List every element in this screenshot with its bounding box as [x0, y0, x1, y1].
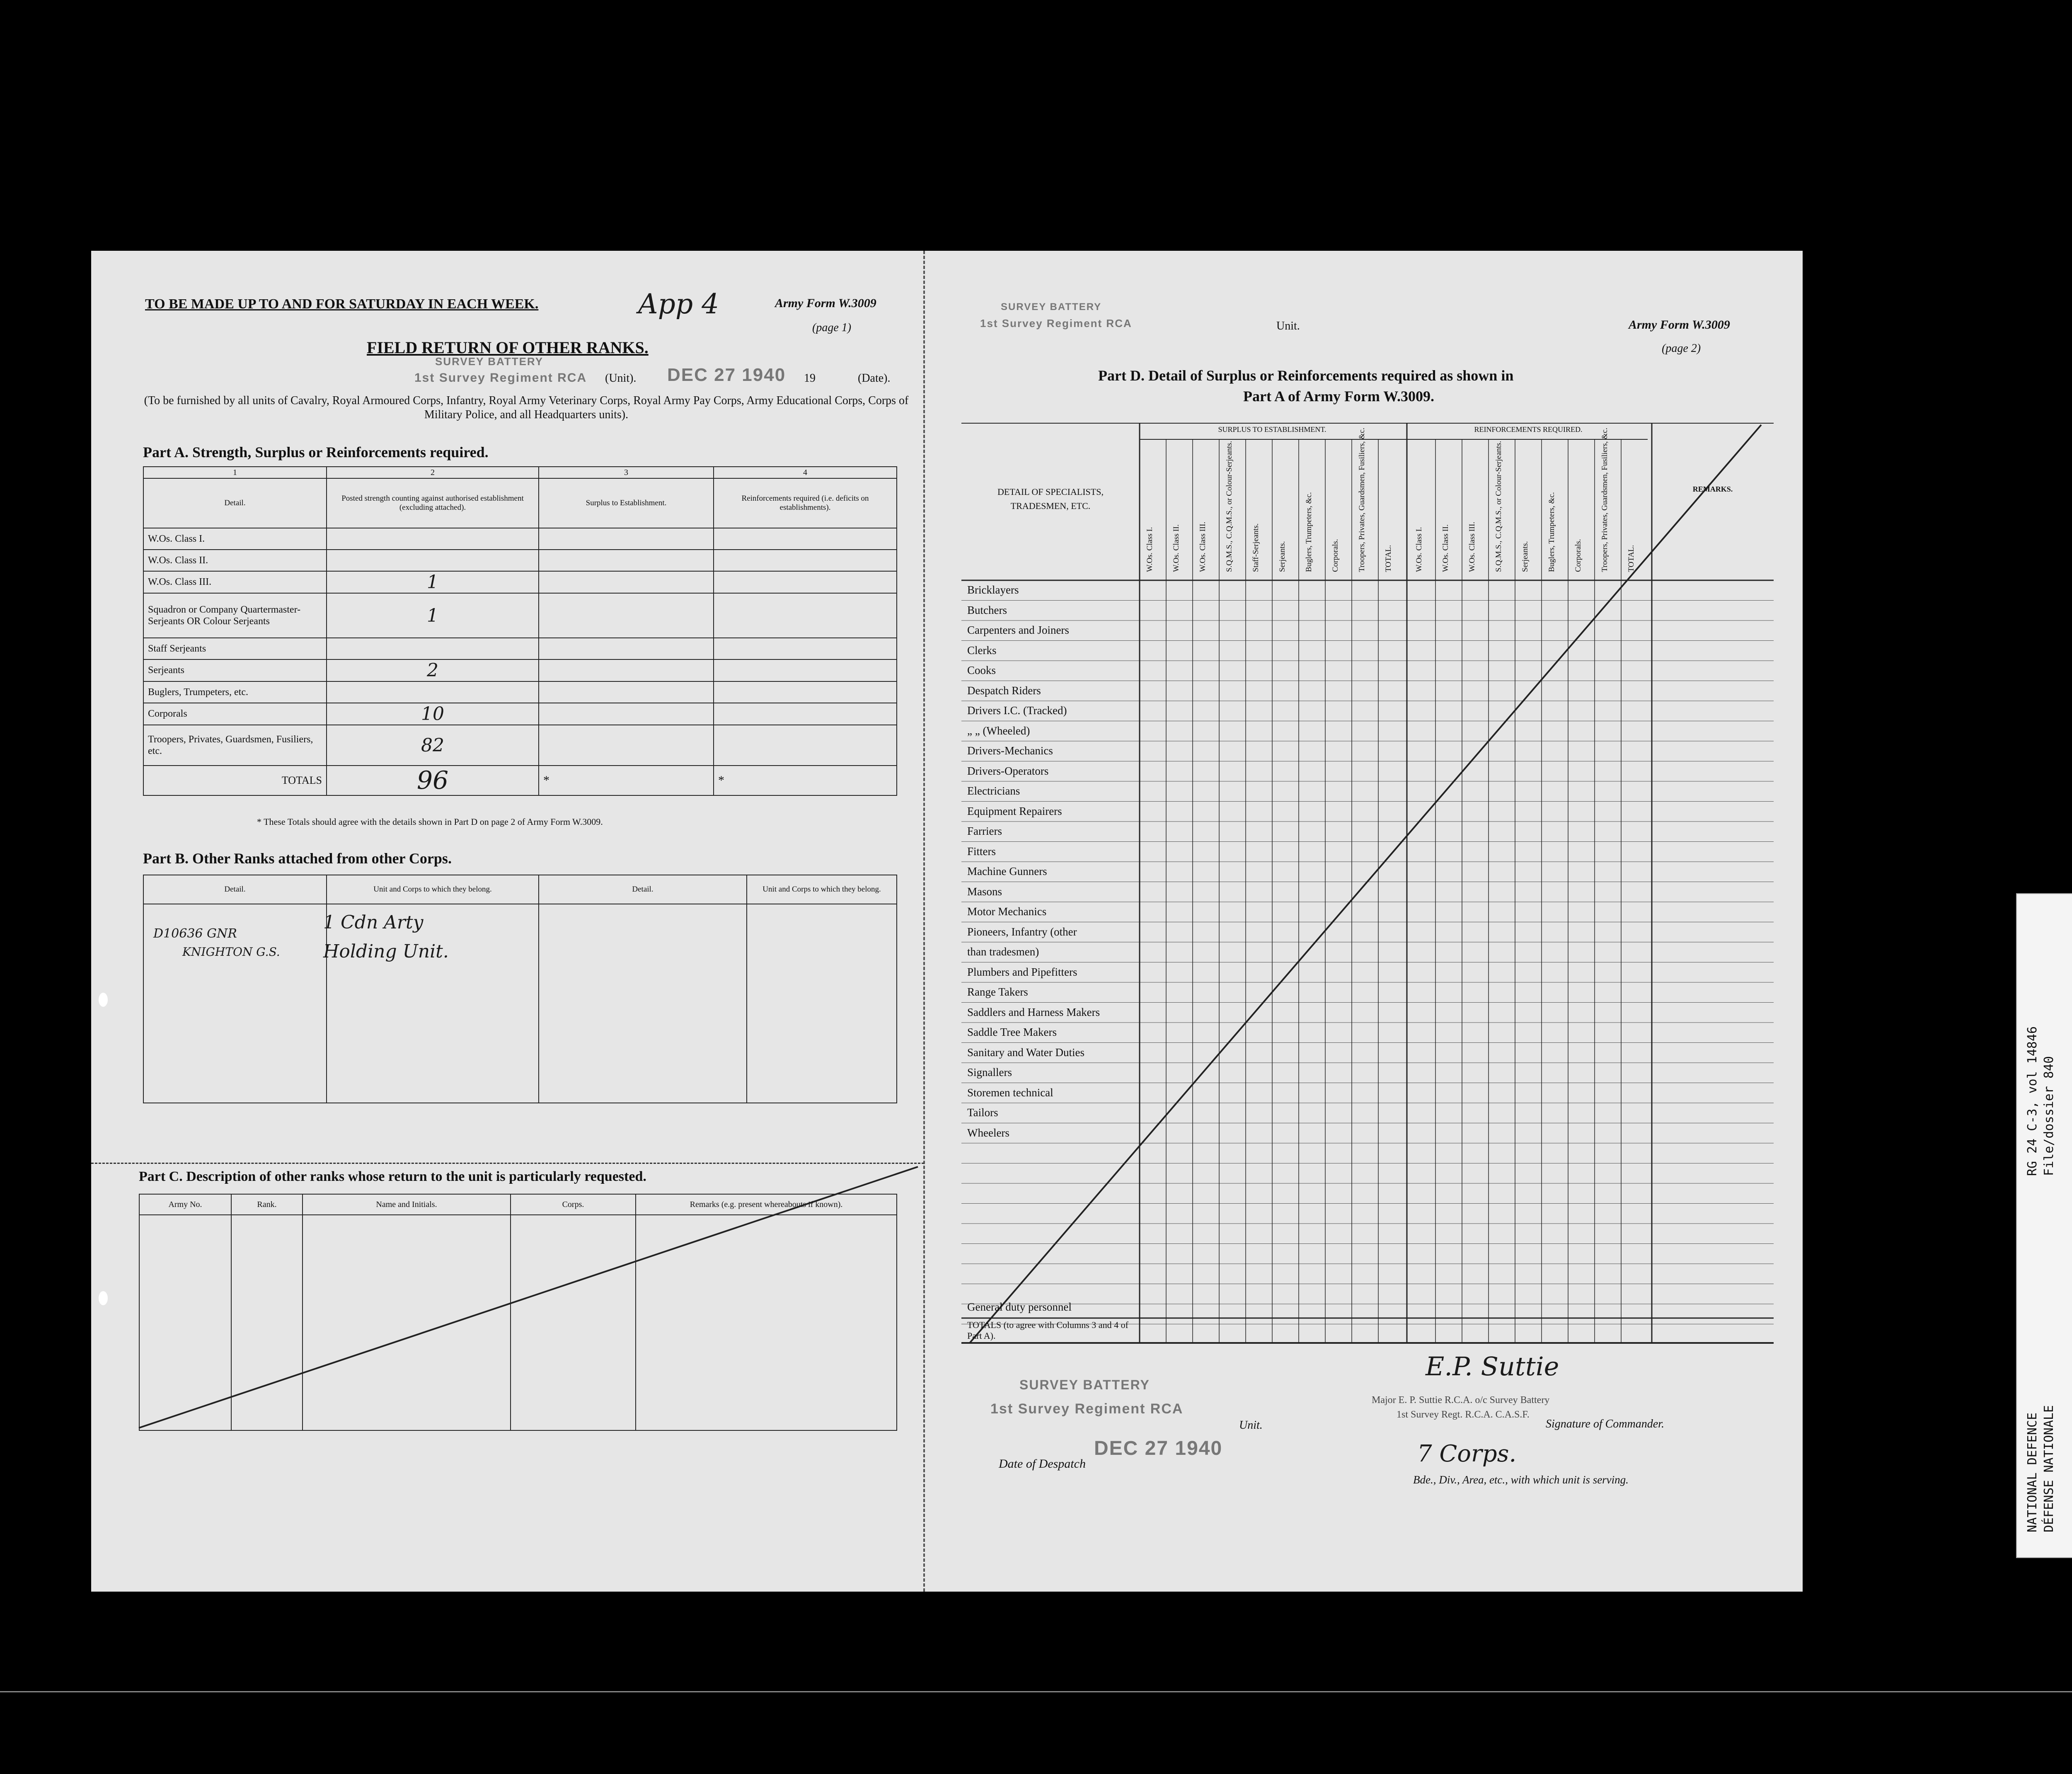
- page-1: [91, 251, 924, 1592]
- reference-line-1: RG 24 C-3, vol 14846: [2025, 1026, 2040, 1176]
- corps-handwritten: 7 Corps.: [1417, 1440, 1517, 1467]
- department-line-2: DÉFENSE NATIONALE: [2042, 1405, 2056, 1532]
- reinforcements-col-header: W.Os. Class II.: [1441, 524, 1450, 572]
- row-label: W.Os. Class II.: [143, 550, 327, 571]
- part-a-header-detail: Detail.: [143, 478, 327, 528]
- punch-hole: [99, 1291, 108, 1305]
- trade-row-label: Equipment Repairers: [967, 805, 1062, 817]
- form-number: Army Form W.3009: [775, 296, 876, 310]
- department-line-1: NATIONAL DEFENCE: [2025, 1413, 2040, 1532]
- despatch-date-stamp: DEC 27 1940: [1094, 1437, 1223, 1459]
- unit-stamp-top: SURVEY BATTERY: [435, 355, 544, 368]
- handwritten-appendix: App 4: [638, 288, 719, 320]
- trade-row-label: Fitters: [967, 845, 996, 858]
- part-a-header-reinforcements: Reinforcements required (i.e. deficits on establishments).: [714, 478, 897, 528]
- remarks-header: REMARKS.: [1692, 485, 1733, 493]
- p2-bottom-unit-stamp-top: SURVEY BATTERY: [1019, 1377, 1150, 1392]
- despatch-label: Date of Despatch: [999, 1457, 1086, 1471]
- surplus-col-header: Buglers, Trumpeters, &c.: [1305, 492, 1313, 572]
- signature-label: Signature of Commander.: [1546, 1418, 1664, 1430]
- reference-label: [2016, 893, 2072, 1558]
- surplus-col-header: TOTAL.: [1384, 545, 1393, 572]
- reinforcements-col-header: TOTAL.: [1627, 545, 1636, 572]
- row-value: 1: [327, 593, 539, 638]
- p2-bottom-unit-stamp: 1st Survey Regiment RCA: [990, 1401, 1184, 1417]
- general-duty-label: General duty personnel: [967, 1300, 1072, 1313]
- reinforcements-col-header: Buglers, Trumpeters, &c.: [1547, 492, 1556, 572]
- p2-page-number: (page 2): [1662, 342, 1701, 355]
- part-b-unit-line-2: Holding Unit.: [323, 941, 449, 962]
- surplus-col-header: W.Os. Class II.: [1172, 524, 1181, 572]
- part-b-header-detail: Detail.: [143, 875, 327, 904]
- form-title: FIELD RETURN OF OTHER RANKS.: [367, 338, 649, 357]
- trade-row-label: Cooks: [967, 664, 996, 676]
- part-c-header-rank: Rank.: [231, 1194, 303, 1215]
- trade-row-label: Drivers I.C. (Tracked): [967, 704, 1067, 717]
- trade-row-label: Sanitary and Water Duties: [967, 1046, 1084, 1059]
- surplus-col-header: Corporals.: [1331, 539, 1340, 572]
- part-c-header-name: Name and Initials.: [303, 1194, 511, 1215]
- part-d-title-2: Part A of Army Form W.3009.: [1243, 388, 1434, 405]
- trade-row-label: Bricklayers: [967, 584, 1019, 596]
- date-stamp: DEC 27 1940: [667, 365, 786, 385]
- unit-stamp: 1st Survey Regiment RCA: [414, 371, 587, 385]
- row-value: 10: [327, 703, 539, 725]
- trade-row-label: Machine Gunners: [967, 865, 1047, 877]
- part-c-header-army-no: Army No.: [139, 1194, 231, 1215]
- row-label: Corporals: [143, 703, 327, 725]
- p2-unit-label: Unit.: [1276, 320, 1300, 332]
- trade-row-label: Motor Mechanics: [967, 905, 1047, 918]
- reinforcements-header: REINFORCEMENTS REQUIRED.: [1474, 425, 1583, 434]
- surplus-col-header: W.Os. Class III.: [1198, 521, 1207, 572]
- unit-label: (Unit).: [605, 372, 637, 385]
- part-a-title: Part A. Strength, Surplus or Reinforcements required.: [143, 444, 489, 460]
- year-prefix: 19: [804, 372, 816, 385]
- part-a-colnum-4: 4: [714, 467, 897, 478]
- part-d-title-1: Part D. Detail of Surplus or Reinforcements required as shown in: [1098, 367, 1514, 384]
- reinforcements-col-header: Troopers, Privates, Guardsmen, Fusiliers, &c.: [1600, 427, 1609, 572]
- trade-row-label: „ „ (Wheeled): [967, 724, 1030, 737]
- surplus-header: SURPLUS TO ESTABLISHMENT.: [1218, 425, 1326, 434]
- trade-row-label: Carpenters and Joiners: [967, 624, 1069, 636]
- p2-bottom-unit-label: Unit.: [1239, 1419, 1263, 1432]
- reference-line-2: File/dossier 840: [2042, 1056, 2056, 1176]
- date-label: (Date).: [858, 372, 891, 385]
- surplus-col-header: S.Q.M.S., C.Q.M.S., or Colour-Serjeants.: [1225, 441, 1234, 572]
- totals-note: * These Totals should agree with the details shown in Part D on page 2 of Army Form W.3009.: [257, 817, 603, 827]
- trade-row-label: Signallers: [967, 1066, 1012, 1078]
- part-a-colnum-3: 3: [539, 467, 714, 478]
- reinforcements-col-header: W.Os. Class III.: [1468, 521, 1477, 572]
- bde-label: Bde., Div., Area, etc., with which unit is serving.: [1413, 1473, 1629, 1486]
- trade-row-label: than tradesmen): [967, 945, 1039, 958]
- trade-row-label: Farriers: [967, 825, 1002, 837]
- row-label: W.Os. Class I.: [143, 528, 327, 550]
- trade-row-label: Saddle Tree Makers: [967, 1026, 1057, 1038]
- p2-form-number: Army Form W.3009: [1629, 318, 1730, 332]
- p2-unit-stamp-top: SURVEY BATTERY: [1001, 301, 1102, 313]
- totals-value: 96: [327, 766, 539, 795]
- part-a-header-surplus: Surplus to Establishment.: [539, 478, 714, 528]
- trade-row-label: Pioneers, Infantry (other: [967, 925, 1077, 938]
- reinforcements-col-header: S.Q.M.S., C.Q.M.S., or Colour-Serjeants.: [1494, 441, 1503, 572]
- row-label: Serjeants: [143, 659, 327, 681]
- part-b-header-unit: Unit and Corps to which they belong.: [327, 875, 539, 904]
- surplus-col-header: Staff-Serjeants.: [1251, 523, 1260, 572]
- signature-typed-1: Major E. P. Suttie R.C.A. o/c Survey Battery: [1372, 1395, 1550, 1406]
- row-label: Squadron or Company Quartermaster-Serjeants OR Colour Serjeants: [143, 593, 327, 638]
- part-d-grid-lines: [961, 423, 1774, 1368]
- part-d-table: [961, 423, 1774, 1368]
- reinforcements-col-header: W.Os. Class I.: [1415, 527, 1423, 572]
- row-label: W.Os. Class III.: [143, 571, 327, 593]
- totals-star-reinforcements: *: [714, 766, 897, 795]
- trade-row-label: Masons: [967, 885, 1002, 898]
- page-number: (page 1): [812, 321, 852, 334]
- p2-unit-stamp: 1st Survey Regiment RCA: [980, 317, 1132, 330]
- row-value: 82: [327, 725, 539, 766]
- trade-row-label: Tailors: [967, 1106, 998, 1119]
- part-c-cancel-line: [91, 251, 924, 1592]
- part-b-header-detail-2: Detail.: [539, 875, 747, 904]
- surplus-col-header: Troopers, Privates, Guardsmen, Fusiliers, &c.: [1358, 427, 1366, 572]
- surplus-col-header: W.Os. Class I.: [1145, 527, 1154, 572]
- surplus-col-header: Serjeants.: [1278, 541, 1287, 572]
- part-a-colnum-1: 1: [143, 467, 327, 478]
- punch-hole: [99, 993, 108, 1007]
- row-value: 1: [327, 571, 539, 593]
- part-a-header-posted: Posted strength counting against authorised establishment (excluding attached).: [327, 478, 539, 528]
- trade-row-label: Range Takers: [967, 986, 1028, 998]
- totals-star-surplus: *: [539, 766, 714, 795]
- trade-row-label: Wheelers: [967, 1126, 1009, 1139]
- trade-row-label: Drivers-Mechanics: [967, 744, 1053, 757]
- commander-signature: E.P. Suttie: [1426, 1351, 1559, 1381]
- trade-row-label: Saddlers and Harness Makers: [967, 1006, 1100, 1018]
- trade-row-label: Plumbers and Pipefitters: [967, 965, 1077, 978]
- part-b-title: Part B. Other Ranks attached from other Corps.: [143, 850, 452, 867]
- trade-row-label: Butchers: [967, 603, 1007, 616]
- trade-row-label: Despatch Riders: [967, 684, 1041, 697]
- row-label: Staff Serjeants: [143, 638, 327, 659]
- totals-label: TOTALS: [143, 766, 327, 795]
- trade-row-label: Clerks: [967, 644, 997, 657]
- part-c-header-remarks: Remarks (e.g. present whereabouts if known).: [636, 1194, 897, 1215]
- part-c-header-corps: Corps.: [511, 1194, 636, 1215]
- reinforcements-col-header: Corporals.: [1574, 539, 1583, 572]
- part-b-detail-line-1: D10636 GNR: [153, 926, 237, 941]
- bottom-rule: [0, 1691, 2072, 1692]
- reinforcements-col-header: Serjeants.: [1521, 541, 1530, 572]
- field-return-document: [91, 251, 1803, 1592]
- part-b-unit-line-1: 1 Cdn Arty: [323, 912, 424, 933]
- page-2: [924, 251, 1803, 1592]
- row-label: Buglers, Trumpeters, etc.: [143, 681, 327, 703]
- trade-row-label: Electricians: [967, 785, 1020, 797]
- trade-row-label: Storemen technical: [967, 1086, 1053, 1099]
- part-a-colnum-2: 2: [327, 467, 539, 478]
- part-b-header-unit-2: Unit and Corps to which they belong.: [747, 875, 897, 904]
- instructions: (To be furnished by all units of Cavalry, Royal Armoured Corps, Infantry, Royal Army Veterinary Corps, Royal Army Pay Corps, Army Educational Corps, Corps of Military Police, and all Headquarters units).: [144, 394, 909, 421]
- trade-row-label: Drivers-Operators: [967, 764, 1049, 777]
- part-b-detail-line-2: KNIGHTON G.S.: [182, 945, 280, 959]
- header-instruction: TO BE MADE UP TO AND FOR SATURDAY IN EACH WEEK.: [145, 296, 539, 312]
- row-value: 2: [327, 659, 539, 681]
- part-c-title: Part C. Description of other ranks whose return to the unit is particularly requested.: [139, 1169, 646, 1184]
- part-d-totals-label: TOTALS (to agree with Columns 3 and 4 of Part A).: [967, 1320, 1128, 1341]
- row-label: Troopers, Privates, Guardsmen, Fusiliers, etc.: [143, 725, 327, 766]
- signature-typed-2: 1st Survey Regt. R.C.A. C.A.S.F.: [1397, 1409, 1530, 1420]
- detail-header: DETAIL OF SPECIALISTS, TRADESMEN, ETC.: [997, 487, 1104, 511]
